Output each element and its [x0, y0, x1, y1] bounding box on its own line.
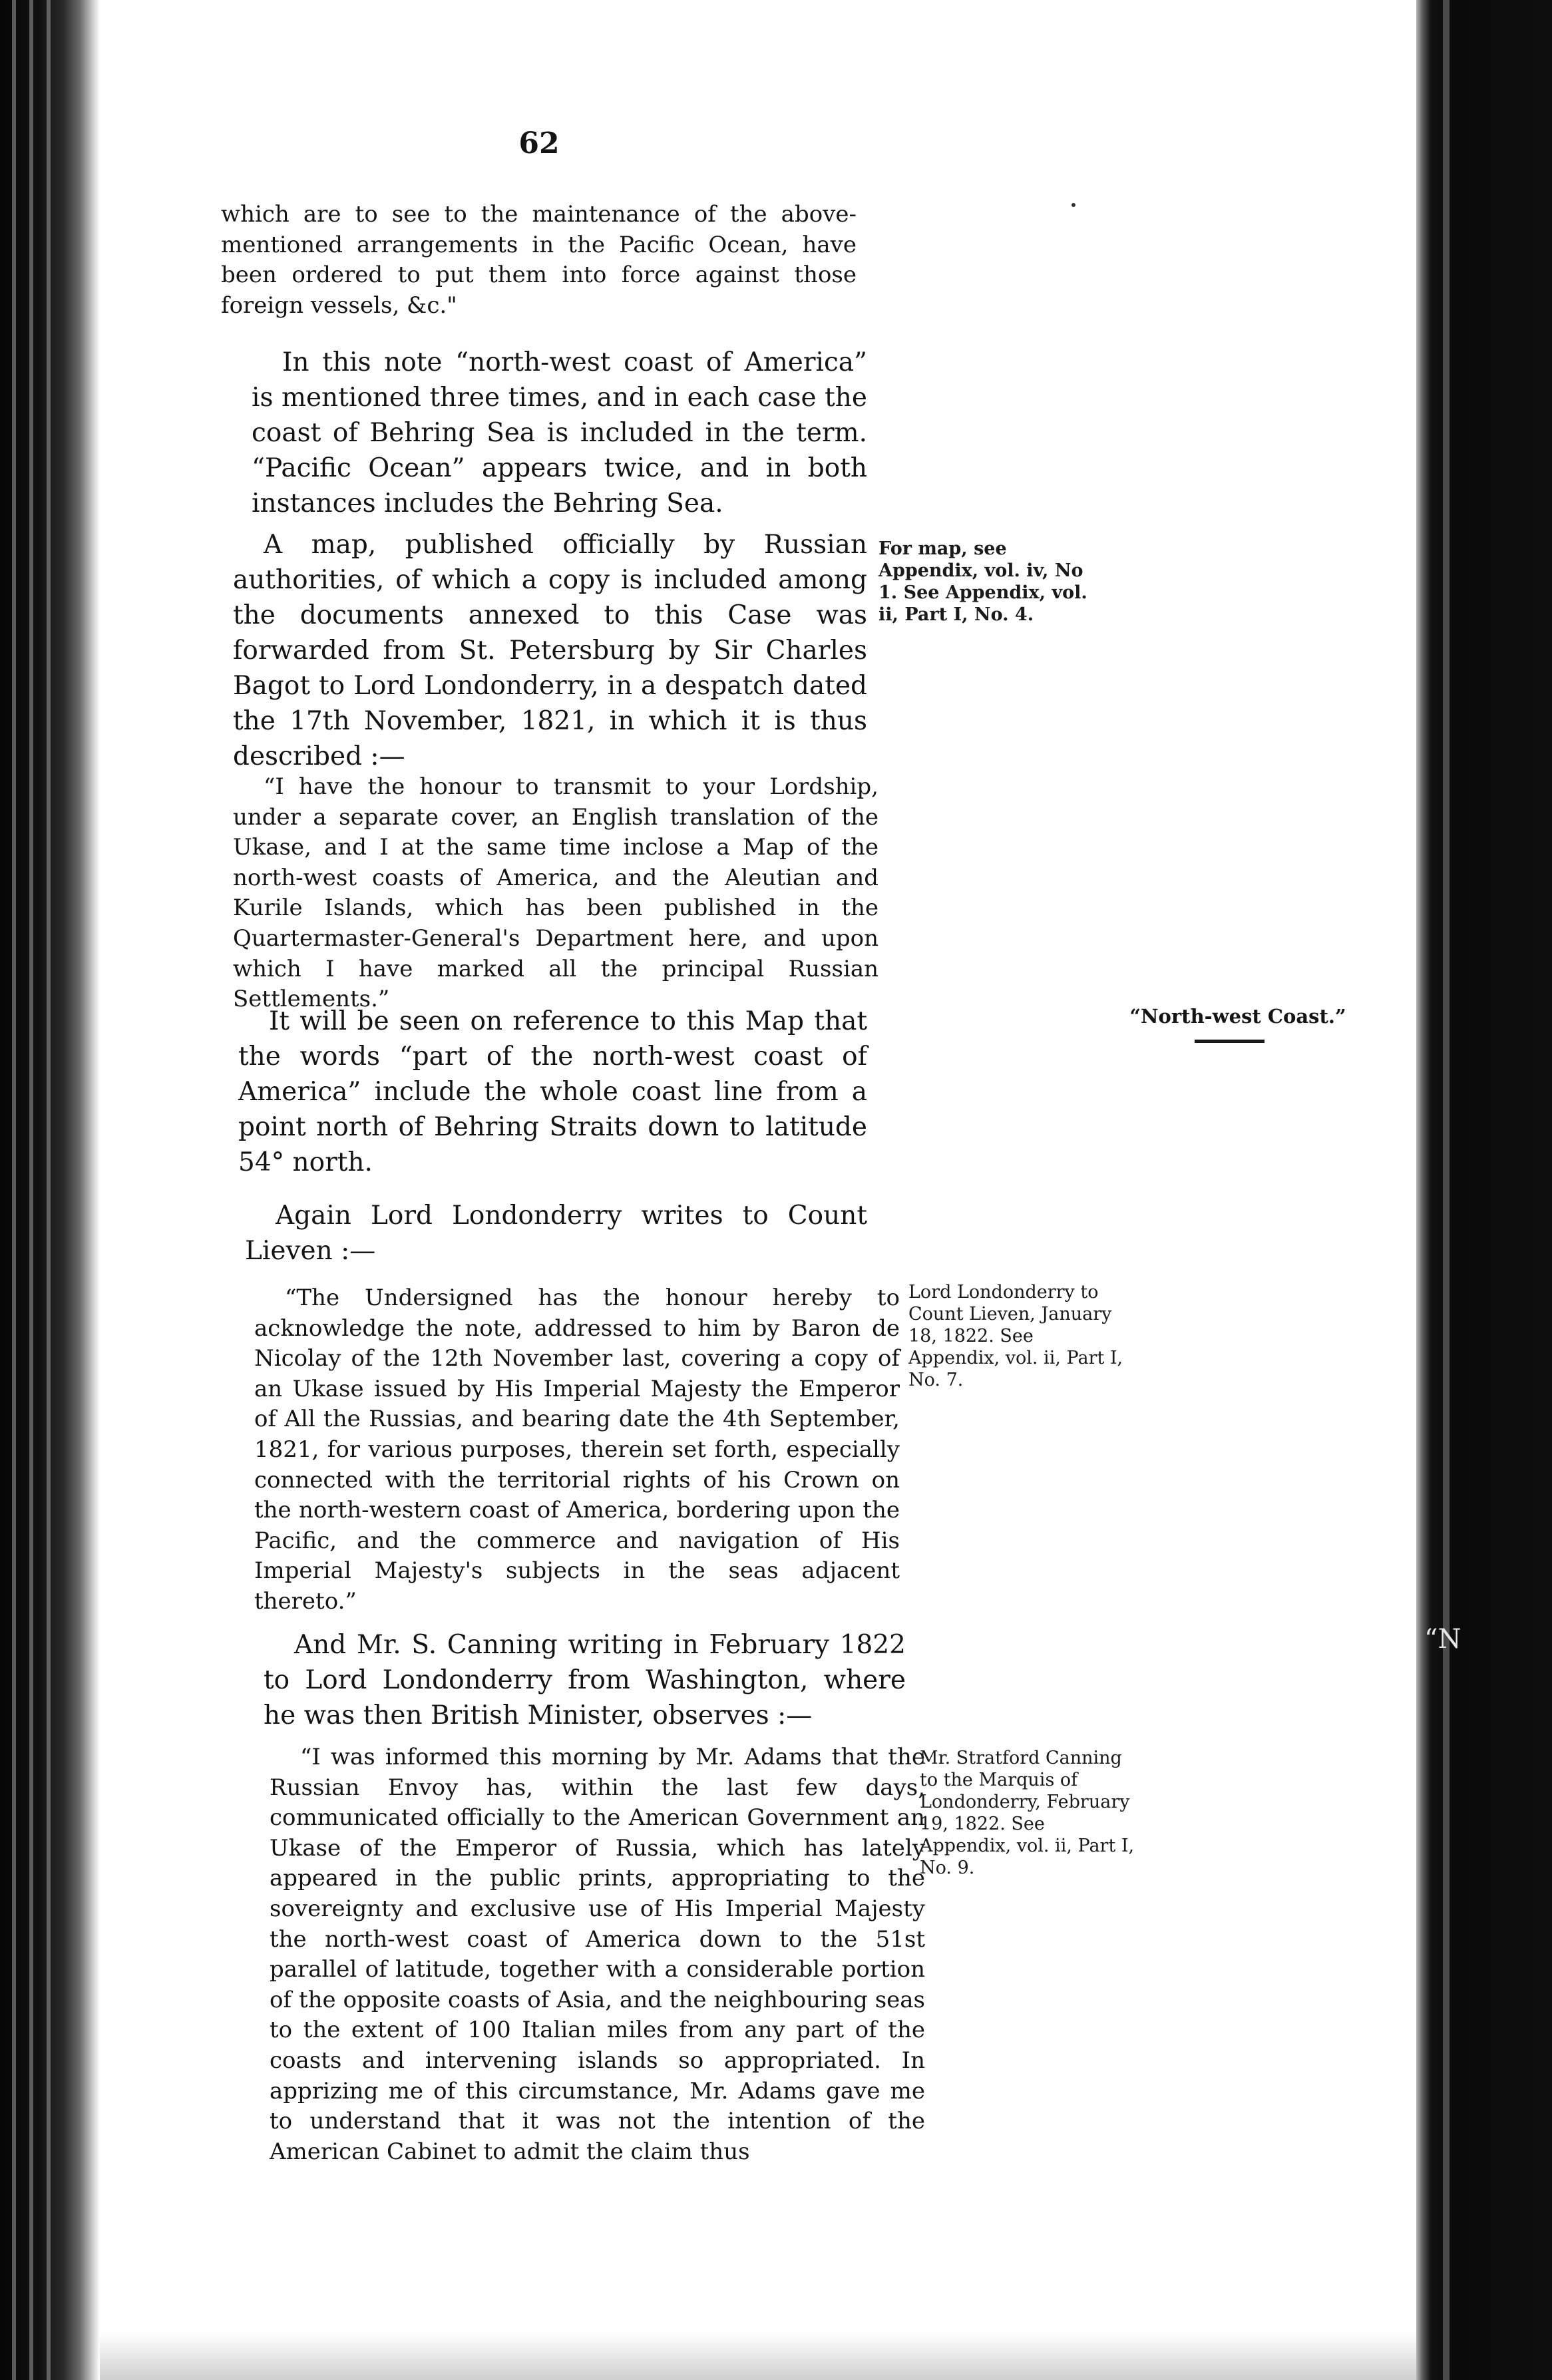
sidenote-londonderry-lieven: Lord Londonderry to Count Lieven, January 18, 1822. See Appendix, vol. ii, Part I, No. 7.	[908, 1282, 1123, 1390]
page-bottom-shadow	[100, 2333, 1416, 2380]
paragraph-map	[233, 527, 867, 774]
quote-canning-text: “I was informed this morning by Mr. Adams that the Russian Envoy has, within the last few days, communicated officially to the American Government an Ukase of the Emperor of Russia, which has lately appeared in the public prints, appropriating to the sovereignty and exclusive use of His Imperial Majesty the north-west coast of America down to the 51st parallel of latitude, together with a considerable portion of the opposite coasts of Asia, and the neighbouring seas to the extent of 100 Italian miles from any part of the coasts and intervening islands so appropriated. In apprizing me of this circumstance, Mr. Adams gave me to understand that it was not the intention of the American Cabinet to admit the claim thus	[270, 1744, 925, 2165]
paragraph-lieven-text: Again Lord Londonderry writes to Count Lieven :—	[245, 1201, 867, 1266]
quote-canning	[270, 1742, 925, 2167]
paragraph-reference-text: It will be seen on reference to this Map that the words “part of the north-west coast of America” include the whole coast line from a point north of Behring Straits down to latitude 54° north.	[238, 1006, 867, 1177]
page-number: 62	[518, 126, 560, 160]
paragraph-canning-text: And Mr. S. Canning writing in February 1822 to Lord Londonderry from Washington, where he was then British Minister, observes :—	[264, 1630, 906, 1730]
facing-page-fragment: “N	[1424, 1624, 1461, 1655]
paragraph-continuation: which are to see to the maintenance of the above-mentioned arrangements in the Pacific Ocean, have been ordered to put them into force against those foreign vessels, &c."	[221, 201, 857, 319]
paragraph-north-west-coast	[252, 345, 867, 521]
paragraph-map-text: A map, published officially by Russian authorities, of which a copy is included among the documents annexed to this Case was forwarded from St. Petersburg by Sir Charles Bagot to Lord Londonderry, in a despatch dated the 17th November, 1821, in which it is thus described :—	[233, 530, 867, 771]
facing-page-edge	[1416, 0, 1552, 2380]
paragraph-reference	[238, 1004, 867, 1180]
sidenote-heading-north-west-coast: “North-west Coast.”	[1129, 1005, 1346, 1028]
quote-londonderry	[254, 1283, 900, 1617]
sidenote-canning-londonderry: Mr. Stratford Canning to the Marquis of Londonderry, February 19, 1822. See Appendix, vol. ii, Part I, No. 9.	[920, 1748, 1135, 1878]
heading-rule	[1195, 1040, 1264, 1043]
quote-bagot-text: “I have the honour to transmit to your Lordship, under a separate cover, an English translation of the Ukase, and I at the same time inclose a Map of the north-west coasts of America, and the Aleutian and Kurile Islands, which has been published in the Quartermaster-General's Department here, and upon which I have marked all the principal Russian Settlements.”	[233, 773, 878, 1013]
print-speck	[1071, 203, 1075, 207]
paragraph-north-west-coast-text: In this note “north-west coast of America” is mentioned three times, and in each case the coast of Behring Sea is included in the term. “Pacific Ocean” appears twice, and in both instances includes the Behring Sea.	[252, 347, 867, 518]
quote-londonderry-text: “The Undersigned has the honour hereby to acknowledge the note, addressed to him by Baron de Nicolay of the 12th November last, covering a copy of an Ukase issued by His Imperial Majesty the Emperor of All the Russias, and bearing date the 4th September, 1821, for various purposes, therein set forth, especially connected with the territorial rights of his Crown on the north-western coast of America, bordering upon the Pacific, and the commerce and navigation of His Imperial Majesty's subjects in the seas adjacent thereto.”	[254, 1285, 900, 1615]
paragraph-canning	[264, 1627, 906, 1733]
paragraph-lieven	[245, 1198, 867, 1269]
quote-bagot	[233, 772, 878, 1015]
sidenote-map-appendix: For map, see Appendix, vol. iv, No 1. See Appendix, vol. ii, Part I, No. 4.	[878, 538, 1087, 625]
book-gutter-left	[0, 0, 100, 2380]
